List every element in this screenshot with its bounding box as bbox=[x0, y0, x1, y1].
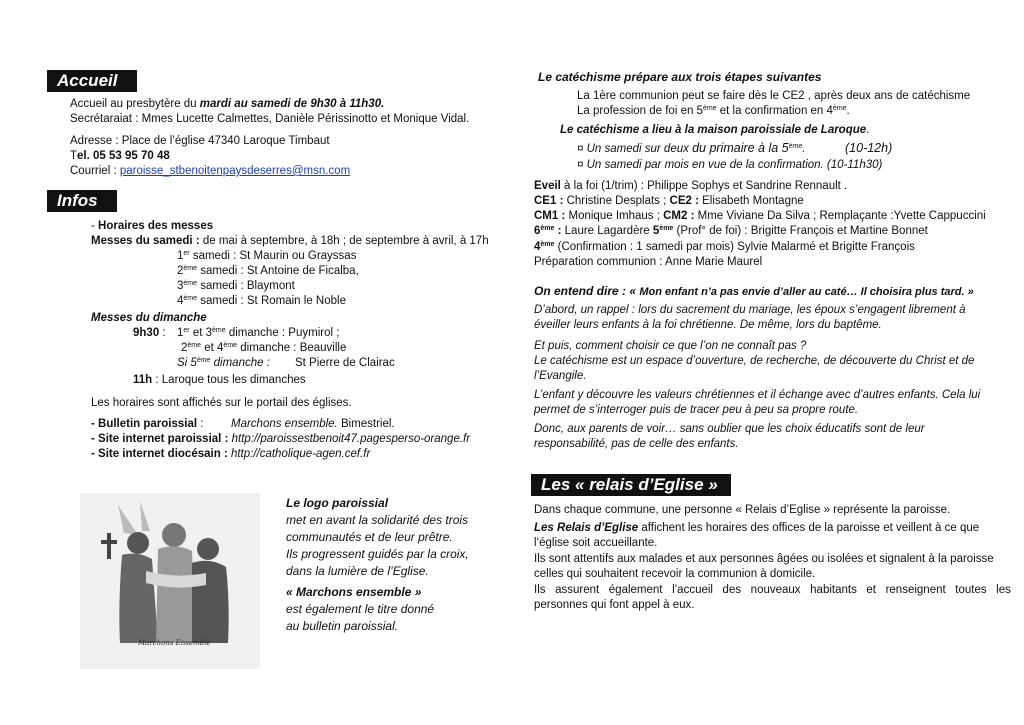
catechisme-title: Le catéchisme prépare aux trois étapes suivantes bbox=[538, 70, 822, 84]
sup: ème bbox=[832, 105, 847, 112]
n: 2 bbox=[177, 265, 184, 277]
entend-p2-l3: l’Evangile. bbox=[534, 370, 587, 382]
b: 5 bbox=[652, 225, 660, 237]
c: . bbox=[846, 105, 850, 117]
accueil-header: Accueil bbox=[47, 70, 137, 92]
cat-lieu bbox=[560, 123, 869, 138]
email-link[interactable]: paroisse_stbenoitenpaysdeserres@msn.com bbox=[119, 165, 351, 177]
t: samedi : St Maurin ou Grayssas bbox=[189, 250, 357, 262]
dimanche-3-place: St Pierre de Clairac bbox=[295, 357, 395, 369]
relais-l6: Ils assurent également l’accueil des nouveaux habitants et renseignent toutes les bbox=[534, 584, 1011, 596]
colon: : bbox=[197, 418, 204, 430]
b: Les Relais d’Eglise bbox=[534, 522, 639, 534]
t: Mme Viviane Da Silva ; Remplaçante :Yvette Cappuccini bbox=[694, 210, 986, 222]
site-diocesain-line bbox=[91, 447, 370, 462]
b: et 3 bbox=[189, 327, 213, 339]
b: Eveil bbox=[534, 180, 561, 192]
accueil-hours-bold: mardi au samedi de 9h30 à 11h30. bbox=[199, 98, 385, 110]
logo-line-5: « Marchons ensemble » bbox=[286, 585, 422, 599]
accueil-hours-prefix: Accueil au presbytère du bbox=[70, 98, 200, 110]
bulletin-name-line bbox=[231, 417, 395, 432]
entend-p2-l2: Le catéchisme est un espace d’ouverture, de recherche, de découverte du Christ et de bbox=[534, 355, 975, 367]
b: 4 bbox=[534, 241, 541, 253]
sup: ème bbox=[196, 357, 211, 364]
logo-line-7: au bulletin paroissial. bbox=[286, 619, 399, 633]
a: On entend dire : « bbox=[534, 284, 640, 298]
cm-line bbox=[534, 209, 986, 224]
accueil-email-line bbox=[70, 164, 350, 179]
entend-p2-l1: Et puis, comment choisir ce que l’on ne connaît pas ? bbox=[534, 340, 807, 352]
t: (Prof° de foi) : Brigitte François et Martine Bonnet bbox=[673, 225, 928, 237]
sup: ème bbox=[223, 342, 238, 349]
entend-p4-l2: responsabilité, pas de celle des enfants. bbox=[534, 438, 739, 450]
t: Laure Lagardère bbox=[561, 225, 653, 237]
sixieme-line bbox=[534, 224, 928, 239]
cat-samedi-1 bbox=[577, 141, 805, 157]
cat-line-2 bbox=[577, 104, 850, 119]
logo-line-6: est également le titre donné bbox=[286, 602, 435, 616]
logo-line-1: met en avant la solidarité des trois bbox=[286, 513, 469, 527]
entend-p3-l2: permet de s’interroger puis de tracer peu à peu sa propre route. bbox=[534, 404, 859, 416]
relais-l5: celles qui souhaitent recevoir la communion à domicile. bbox=[534, 568, 816, 580]
lieu-text: Le catéchisme a lieu à la maison paroissiale de Laroque bbox=[560, 124, 867, 136]
b: CM1 : bbox=[534, 210, 566, 222]
bulletin-name: Marchons ensemble. bbox=[231, 418, 338, 430]
horaires-dash: - bbox=[91, 220, 99, 232]
site-diocesain-link[interactable]: http://catholique-agen.cef.fr bbox=[230, 448, 371, 460]
sup: ème bbox=[183, 265, 198, 272]
t: samedi : Blaymont bbox=[197, 280, 295, 292]
dimanche-1 bbox=[177, 326, 339, 341]
n: 4 bbox=[177, 295, 184, 307]
site-p-label: - Site internet paroissial : bbox=[91, 433, 229, 445]
sup: ème bbox=[702, 105, 717, 112]
relais-l7: personnes qui font appel à eux. bbox=[534, 599, 695, 611]
site-d-label: - Site internet diocésain : bbox=[91, 448, 228, 460]
cat-line-1: La 1ère communion peut se faire dès le CE2 , après deux ans de catéchisme bbox=[577, 90, 971, 102]
infos-header: Infos bbox=[47, 190, 117, 212]
colon: : bbox=[159, 327, 166, 339]
site-paroissial-line bbox=[91, 432, 470, 447]
c: dimanche : Beauville bbox=[237, 342, 347, 354]
site-paroissial-link[interactable]: http://paroissestbenoit47.pagesperso-orange.fr bbox=[231, 433, 471, 445]
relais-l2 bbox=[534, 521, 979, 536]
logo-line-2: communautés et de leur prêtre. bbox=[286, 530, 453, 544]
horaires-title bbox=[91, 219, 213, 234]
t: Elisabeth Montagne bbox=[698, 195, 804, 207]
a: Si 5 bbox=[177, 357, 197, 369]
sup: ème bbox=[540, 241, 555, 248]
logo-line-3: Ils progressent guidés par la croix, bbox=[286, 547, 469, 561]
t: à la foi (1/trim) : Philippe Sophys et Sandrine Rennault . bbox=[560, 180, 848, 192]
b: : bbox=[554, 225, 562, 237]
accueil-hours bbox=[70, 97, 384, 112]
h930: 9h30 bbox=[133, 327, 160, 339]
b: Mon enfant n’a pas envie d’aller au caté… Il choisira plus tard. » bbox=[639, 286, 974, 298]
a: La profession de foi en 5 bbox=[577, 105, 703, 117]
a: ¤ Un samedi sur deux bbox=[577, 143, 693, 155]
sup: ème bbox=[788, 143, 803, 150]
samedi-text: de mai à septembre, à 18h ; de septembre à avril, à 17h bbox=[199, 235, 489, 247]
b: du primaire à la 5 bbox=[692, 141, 789, 155]
entend-p3-l1: L’enfant y découvre les valeurs chrétiennes et il échange avec d’autres enfants. Cela lui bbox=[534, 389, 981, 401]
accueil-phone bbox=[70, 149, 170, 164]
n: 3 bbox=[177, 280, 184, 292]
logo-title: Le logo paroissial bbox=[286, 496, 389, 510]
dimanche-3 bbox=[177, 356, 270, 371]
messes-dimanche-label: Messes du dimanche bbox=[91, 312, 207, 324]
accueil-address: Adresse : Place de l’église 47340 Laroque Timbaut bbox=[70, 135, 330, 147]
ce-line bbox=[534, 194, 804, 209]
email-label: Courriel : bbox=[70, 165, 120, 177]
phone-number: el. 05 53 95 70 48 bbox=[77, 150, 170, 162]
relais-l3: l’église soit accueillante. bbox=[534, 537, 658, 549]
horaires-affiches: Les horaires sont affichés sur le portail des églises. bbox=[91, 397, 352, 409]
b: dimanche : bbox=[210, 357, 270, 369]
quatrieme-line bbox=[534, 240, 915, 255]
sup: ème bbox=[540, 225, 555, 232]
sup: ème bbox=[659, 225, 674, 232]
h930-label bbox=[133, 326, 166, 341]
b: et 4 bbox=[201, 342, 224, 354]
samedi-3 bbox=[177, 279, 295, 294]
sup: er bbox=[183, 250, 190, 257]
t: Christine Desplats ; bbox=[563, 195, 670, 207]
logo-line-4: dans la lumière de l’Eglise. bbox=[286, 564, 429, 578]
t: (Confirmation : 1 samedi par mois) Sylvie Malarmé et Brigitte François bbox=[554, 241, 915, 253]
b: CM2 : bbox=[663, 210, 695, 222]
b: 6 bbox=[534, 225, 541, 237]
samedi-1 bbox=[177, 249, 356, 264]
samedi-label: Messes du samedi : bbox=[91, 235, 200, 247]
samedi-4 bbox=[177, 294, 346, 309]
preparation-line: Préparation communion : Anne Marie Maurel bbox=[534, 256, 763, 268]
horaires-title-text: Horaires des messes bbox=[98, 220, 214, 232]
sup: ème bbox=[183, 295, 198, 302]
accueil-secretariat: Secrétaraiat : Mmes Lucette Calmettes, Danièle Périssinotto et Monique Vidal. bbox=[70, 113, 470, 125]
b: CE1 : bbox=[534, 195, 564, 207]
b: et la confirmation en 4 bbox=[716, 105, 833, 117]
bulletin-label: - Bulletin paroissial bbox=[91, 418, 198, 430]
b: CE2 : bbox=[669, 195, 699, 207]
eveil-line bbox=[534, 179, 847, 194]
logo-caption: Marchons Ensemble bbox=[138, 639, 211, 647]
c: . bbox=[802, 143, 806, 155]
a: 2 bbox=[181, 342, 188, 354]
messes-samedi bbox=[91, 234, 489, 249]
dimanche-2 bbox=[181, 341, 346, 356]
bulletin-line bbox=[91, 417, 203, 432]
sup: ème bbox=[212, 327, 226, 334]
t: samedi : St Antoine de Ficalba, bbox=[197, 265, 359, 277]
t: affichent les horaires des offices de la paroisse et veillent à ce que bbox=[638, 522, 980, 534]
h11: 11h bbox=[133, 374, 153, 386]
dot: . bbox=[866, 124, 870, 136]
sup: er bbox=[183, 327, 190, 334]
c: dimanche : Puymirol ; bbox=[225, 327, 340, 339]
logo-image bbox=[80, 493, 260, 669]
entend-p1-l1: D’abord, un rappel : lors du sacrement du mariage, les époux s’engagent librement à bbox=[534, 304, 966, 316]
samedi-2 bbox=[177, 264, 359, 279]
cat-samedi-2: ¤ Un samedi par mois en vue de la confirmation. (10-11h30) bbox=[577, 159, 883, 171]
entend-p1-l2: éveiller leurs enfants à la foi chrétienne. De même, lors du baptême. bbox=[534, 319, 882, 331]
sup: éme bbox=[183, 280, 198, 287]
relais-header: Les « relais d’Eglise » bbox=[531, 474, 731, 496]
t: samedi : St Romain le Noble bbox=[197, 295, 346, 307]
h11-line bbox=[133, 373, 306, 388]
cat-samedi-1-hours: (10-12h) bbox=[845, 141, 893, 155]
n: 1 bbox=[177, 250, 184, 262]
entend-title bbox=[534, 284, 974, 300]
sup: ème bbox=[187, 342, 202, 349]
t: Monique Imhaus ; bbox=[565, 210, 664, 222]
h11-text: : Laroque tous les dimanches bbox=[152, 374, 306, 386]
bulletin-freq: Bimestriel. bbox=[337, 418, 395, 430]
entend-p4-l1: Donc, aux parents de voir… sans oublier que les choix éducatifs sont de leur bbox=[534, 423, 925, 435]
relais-l1: Dans chaque commune, une personne « Relais d’Eglise » représente la paroisse. bbox=[534, 504, 951, 516]
relais-l4: Ils sont attentifs aux malades et aux personnes âgées ou isolées et signalent à la paroisse bbox=[534, 553, 994, 565]
phone-t: T bbox=[70, 150, 78, 162]
a: 1 bbox=[177, 327, 184, 339]
